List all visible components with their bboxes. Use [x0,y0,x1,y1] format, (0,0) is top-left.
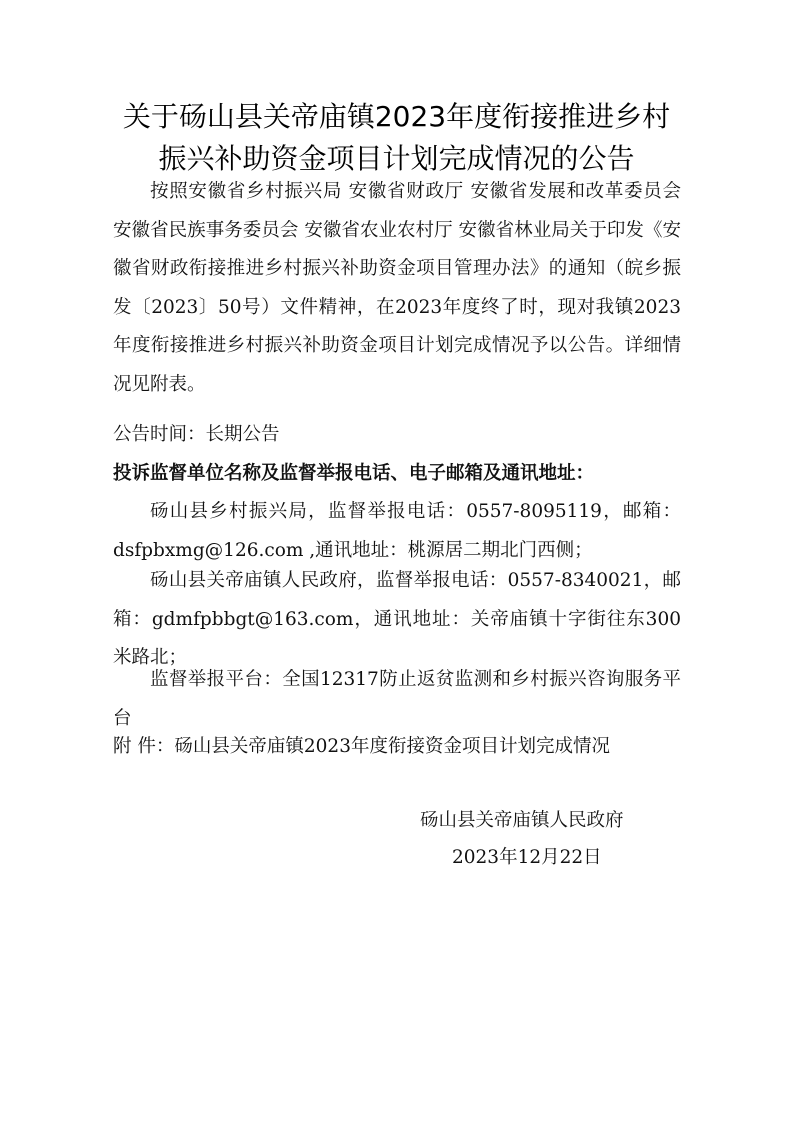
document-title: 关于砀山县关帝庙镇2023年度衔接推进乡村振兴补助资金项目计划完成情况的公告 [122,100,671,175]
contact-poverty-bureau: 砀山县乡村振兴局，监督举报电话：0557-8095119，邮箱：dsfpbxmg@126.com ,通讯地址：桃源居二期北门西侧； [113,501,681,561]
complaint-heading: 投诉监督单位名称及监督举报电话、电子邮箱及通讯地址： [113,463,595,484]
intro-paragraph: 按照安徽省乡村振兴局 安徽省财政厅 安徽省发展和改革委员会 安徽省民族事务委员会 安徽省农业农村厅 安徽省林业局关于印发《安徽省财政衔接推进乡村振兴补助资金项目管理办法》的通知（皖乡振发〔2023〕50号）文件精神，在2023年度终了时，现对我镇2023年度衔接推进乡村振兴补助资金项目计划完成情况予以公告。详细情况见附表。 [113,181,681,395]
contact-report-platform: 监督举报平台：全国12317防止返贫监测和乡村振兴咨询服务平台 [113,669,681,729]
contact-town-government: 砀山县关帝庙镇人民政府，监督举报电话：0557-8340021，邮箱：gdmfpbbgt@163.com，通讯地址：关帝庙镇十字街往东300米路北； [113,570,681,668]
signature-organization: 砀山县关帝庙镇人民政府 [420,810,624,831]
notice-time: 公告时间：长期公告 [113,424,280,445]
signature-date: 2023年12月22日 [452,847,602,868]
attachment-note: 附 件：砀山县关帝庙镇2023年度衔接资金项目计划完成情况 [113,736,610,757]
